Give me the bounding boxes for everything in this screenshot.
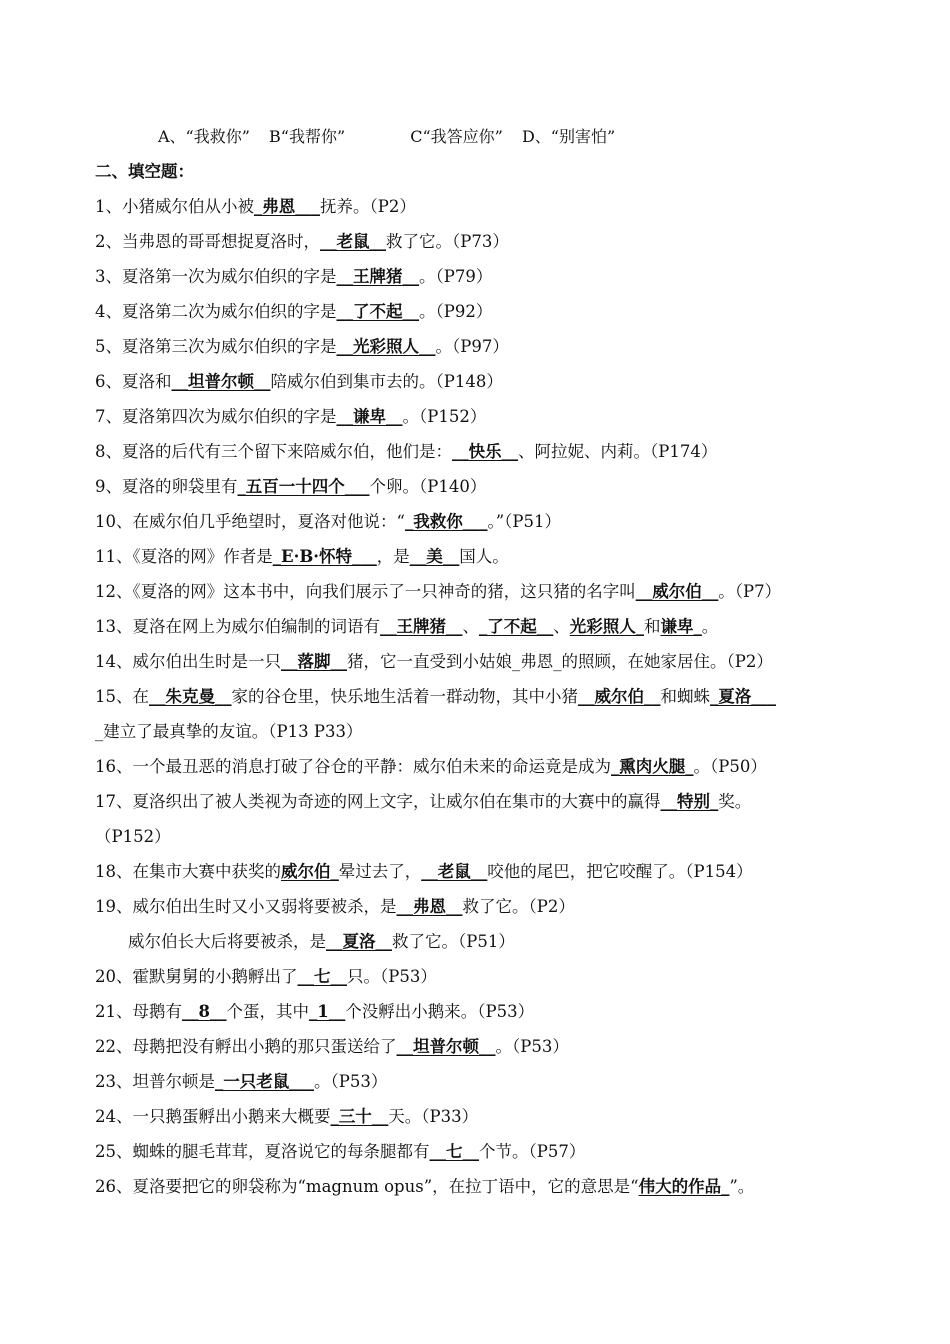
answer-blank: __老鼠__ <box>421 862 488 881</box>
question-text: 。（P97） <box>435 337 509 356</box>
question-line <box>95 895 875 919</box>
answer-blank: _弗恩___ <box>254 197 320 216</box>
question-line <box>95 720 875 744</box>
question-text: 。（P7） <box>718 582 782 601</box>
answer-blank: _夏洛___ <box>710 687 776 706</box>
option-d: D、“别害怕” <box>521 127 616 146</box>
question-line <box>95 475 875 499</box>
answer-blank: __8__ <box>182 1002 227 1021</box>
question-line <box>95 615 875 639</box>
option-b: B“我帮你” <box>269 127 346 146</box>
answer-blank: _五百一十四个___ <box>237 477 370 496</box>
question-text: 和蜘蛛 <box>660 687 710 706</box>
question-line <box>95 755 875 779</box>
answer-blank: __七__ <box>297 967 347 986</box>
question-text: 咬他的尾巴，把它咬醒了。（P154） <box>487 862 753 881</box>
question-text: （P152） <box>95 827 171 846</box>
question-line <box>95 335 875 359</box>
question-text: 24、一只鹅蛋孵出小鹅来大概要 <box>95 1107 331 1126</box>
answer-blank: _熏肉火腿_ <box>611 757 694 776</box>
answer-blank: _一只老鼠___ <box>215 1072 314 1091</box>
question-line <box>95 965 875 989</box>
question-text: 22、母鹅把没有孵出小鹅的那只蛋送给了 <box>95 1037 397 1056</box>
question-text: _建立了最真挚的友谊。（P13 P33） <box>95 722 363 741</box>
question-text: 8、夏洛的后代有三个留下来陪威尔伯，他们是： <box>95 442 452 461</box>
question-text: 。（P53） <box>495 1037 569 1056</box>
answer-blank: __七__ <box>429 1142 479 1161</box>
answer-blank: __美__ <box>409 547 460 566</box>
question-line <box>95 825 875 849</box>
question-text: 7、夏洛第四次为威尔伯织的字是 <box>95 407 337 426</box>
question-text: 、阿拉妮、内莉。（P174） <box>518 442 718 461</box>
question-text: 20、霍默舅舅的小鹅孵出了 <box>95 967 298 986</box>
answer-blank: __老鼠__ <box>320 232 386 251</box>
question-text: 个没孵出小鹅来。（P53） <box>345 1002 535 1021</box>
question-line <box>95 195 875 219</box>
question-text: 26、夏洛要把它的卵袋称为“magnum opus”，在拉丁语中，它的意思是“ <box>95 1177 639 1196</box>
question-text: 奖。 <box>718 792 752 811</box>
question-text: 抚养。（P2） <box>320 197 416 216</box>
question-text: 10、在威尔伯几乎绝望时，夏洛对他说：“ <box>95 512 405 531</box>
answer-blank: _三十__ <box>330 1107 389 1126</box>
option-c: C“我答应你” <box>410 127 503 146</box>
question-text: ”。 <box>729 1177 755 1196</box>
question-text: 救了它。（P73） <box>386 232 509 251</box>
question-line <box>95 1140 875 1164</box>
question-text: 12、《夏洛的网》这本书中，向我们展示了一只神奇的猪，这只猪的名字叫 <box>95 582 636 601</box>
answer-blank: __光彩照人__ <box>336 337 436 356</box>
question-text: 。（P53） <box>314 1072 388 1091</box>
answer-blank: __王牌猪__ <box>380 617 463 636</box>
question-text: 陪威尔伯到集市去的。（P148） <box>270 372 503 391</box>
question-text: 6、夏洛和 <box>95 372 172 391</box>
question-line <box>95 790 875 814</box>
question-text: 只。（P53） <box>347 967 437 986</box>
question-text: 。（P152） <box>402 407 487 426</box>
answer-blank: __特别_ <box>660 792 719 811</box>
question-text: 2、当弗恩的哥哥想捉夏洛时， <box>95 232 320 251</box>
answer-blank: __坦普尔顿__ <box>396 1037 496 1056</box>
question-line <box>95 1035 875 1059</box>
question-text: 23、坦普尔顿是 <box>95 1072 215 1091</box>
answer-blank: __弗恩__ <box>396 897 463 916</box>
question-text: 。（P79） <box>419 267 493 286</box>
question-text: 16、一个最丑恶的消息打破了谷仓的平静：威尔伯未来的命运竟是成为 <box>95 757 611 776</box>
answer-blank: _1__ <box>308 1002 346 1021</box>
question-text: 14、威尔伯出生时是一只 <box>95 652 281 671</box>
question-text: 个卵。（P140） <box>369 477 487 496</box>
answer-blank: __坦普尔顿__ <box>171 372 271 391</box>
answer-blank: __威尔伯__ <box>635 582 719 601</box>
question-text: 个节。（P57） <box>479 1142 586 1161</box>
question-text: 。”（P51） <box>487 512 561 531</box>
question-text: 3、夏洛第一次为威尔伯织的字是 <box>95 267 337 286</box>
question-text: 救了它。（P2） <box>462 897 575 916</box>
question-line <box>95 1175 875 1199</box>
answer-blank: __王牌猪__ <box>336 267 419 286</box>
question-line <box>95 685 875 709</box>
answer-blank: 光彩照人_ <box>569 617 644 636</box>
question-text: 家的谷仓里，快乐地生活着一群动物，其中小猪 <box>231 687 578 706</box>
question-text: 5、夏洛第三次为威尔伯织的字是 <box>95 337 337 356</box>
answer-blank: __夏洛__ <box>326 932 392 951</box>
answer-blank: __威尔伯__ <box>578 687 661 706</box>
question-text: 4、夏洛第二次为威尔伯织的字是 <box>95 302 337 321</box>
question-line <box>95 1000 875 1024</box>
answer-blank: __落脚__ <box>281 652 347 671</box>
question-line <box>95 440 875 464</box>
answer-blank: __谦卑__ <box>336 407 403 426</box>
question-line <box>95 265 875 289</box>
question-text: 、 <box>462 617 479 636</box>
question-line <box>128 930 908 954</box>
question-line <box>95 1105 875 1129</box>
question-text: 。 <box>701 617 719 636</box>
question-line <box>95 510 875 534</box>
question-text: 威尔伯长大后将要被杀，是 <box>128 932 326 951</box>
answer-blank: __快乐__ <box>452 442 518 461</box>
question-text: 、 <box>553 617 570 636</box>
question-line <box>95 650 875 674</box>
answer-blank: _我救你___ <box>404 512 488 531</box>
question-text: 19、威尔伯出生时又小又弱将要被杀，是 <box>95 897 397 916</box>
choice-options-row <box>158 125 938 149</box>
question-text: 。（P92） <box>419 302 493 321</box>
question-text: 救了它。（P51） <box>392 932 515 951</box>
question-text: 。（P50） <box>693 757 767 776</box>
question-line <box>95 405 875 429</box>
question-line <box>95 1070 875 1094</box>
question-text: 21、母鹅有 <box>95 1002 182 1021</box>
question-text: 25、蜘蛛的腿毛茸茸，夏洛说它的每条腿都有 <box>95 1142 430 1161</box>
answer-blank: __了不起__ <box>336 302 419 321</box>
question-line <box>95 545 875 569</box>
section-heading: 二、填空题： <box>95 162 194 181</box>
question-text: ，是 <box>376 547 410 566</box>
answer-blank: 威尔伯_ <box>281 862 339 881</box>
question-text: 18、在集市大赛中获奖的 <box>95 862 281 881</box>
question-text: 个蛋，其中 <box>226 1002 309 1021</box>
answer-blank: 谦卑_ <box>660 617 702 636</box>
answer-blank: _了不起__ <box>479 617 554 636</box>
option-a: A、“我救你” <box>158 127 250 146</box>
answer-blank: 伟大的作品_ <box>638 1177 730 1196</box>
question-text: 国人。 <box>459 547 509 566</box>
question-line <box>95 580 875 604</box>
question-line <box>95 370 875 394</box>
question-line <box>95 230 875 254</box>
question-line <box>95 860 875 884</box>
answer-blank: __朱克曼__ <box>149 687 232 706</box>
answer-blank: _E·B·怀特___ <box>272 547 377 566</box>
question-line <box>95 300 875 324</box>
question-text: 9、夏洛的卵袋里有 <box>95 477 238 496</box>
question-text: 1、小猪威尔伯从小被 <box>95 197 254 216</box>
question-text: 猪，它一直受到小姑娘_弗恩_的照顾，在她家居住。（P2） <box>347 652 773 671</box>
question-text: 17、夏洛织出了被人类视为奇迹的网上文字，让威尔伯在集市的大赛中的赢得 <box>95 792 661 811</box>
question-text: 和 <box>644 617 661 636</box>
question-text: 13、夏洛在网上为威尔伯编制的词语有 <box>95 617 380 636</box>
question-text: 晕过去了， <box>338 862 422 881</box>
question-text: 11、《夏洛的网》作者是 <box>95 547 273 566</box>
question-text: 天。（P33） <box>388 1107 479 1126</box>
question-text: 15、在 <box>95 687 149 706</box>
